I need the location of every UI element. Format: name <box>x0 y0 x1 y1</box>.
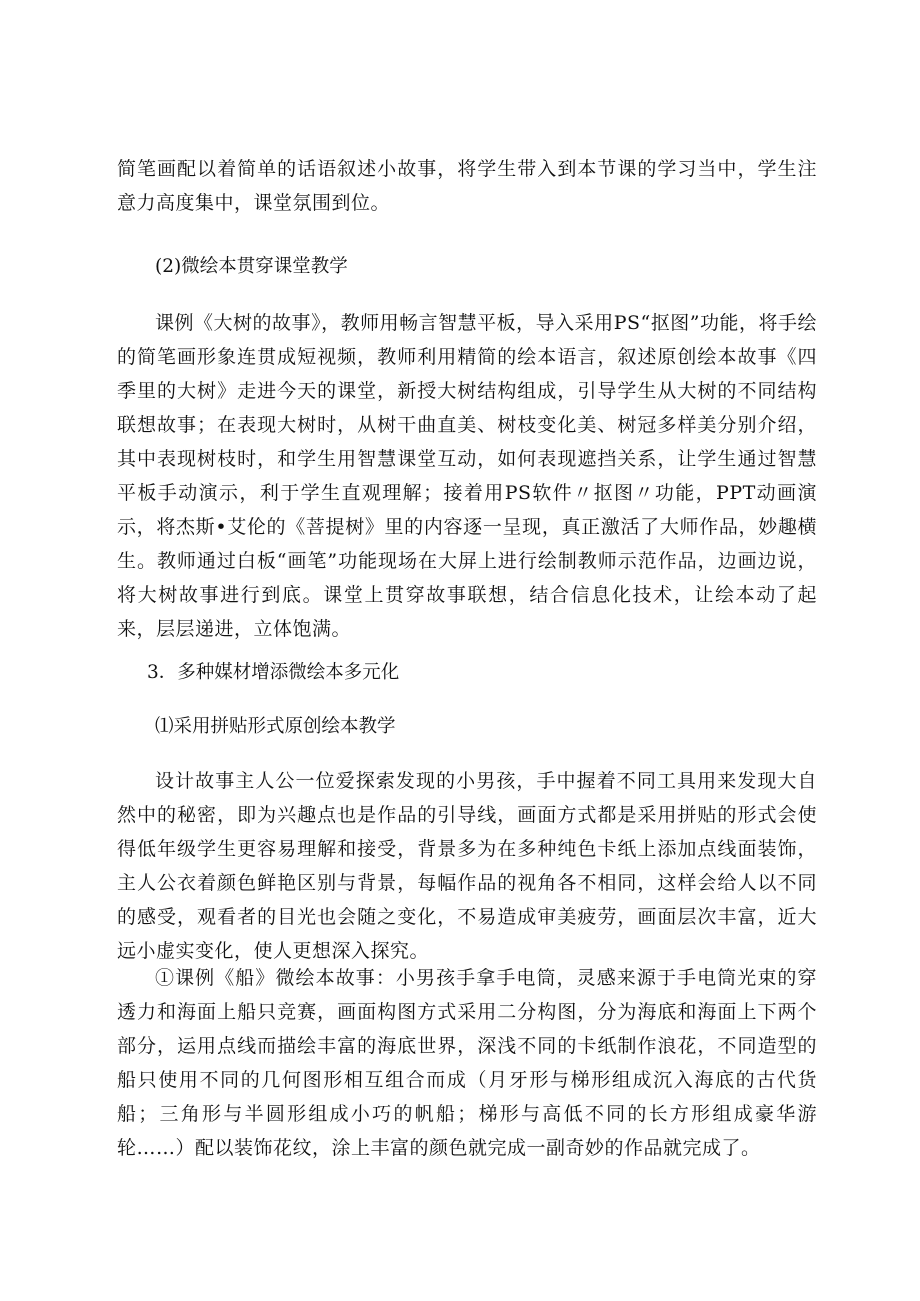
paragraph-intro-continuation: 简笔画配以着简单的话语叙述小故事，将学生带入到本节课的学习当中，学生注意力高度集中，课堂氛围到位。 <box>117 158 817 214</box>
section-heading-2: (2)微绘本贯穿课堂教学 <box>155 256 348 277</box>
section-heading-3: 3．多种媒材增添微绘本多元化 <box>147 662 400 683</box>
paragraph-boat-lesson: ①课例《船》微绘本故事：小男孩手拿手电筒，灵感来源于手电筒光束的穿透力和海面上船只竞赛，画面构图方式采用二分构图，分为海底和海面上下两个部分，运用点线而描绘丰富的海底世界，深浅不同的卡纸制作浪花，不同造型的船只使用不同的几何图形相互组合而成（月牙形与梯形组成沉入海底的古代货船；三角形与半圆形组成小巧的帆船；梯形与高低不同的长方形组成豪华游轮……）配以装饰花纹，涂上丰富的颜色就完成一副奇妙的作品就完成了。 <box>117 967 817 1159</box>
paragraph-collage-design: 设计故事主人公一位爱探索发现的小男孩，手中握着不同工具用来发现大自然中的秘密，即为兴趣点也是作品的引导线，画面方式都是采用拼贴的形式会使得低年级学生更容易理解和接受，背景多为在多种纯色卡纸上添加点线面装饰，主人公衣着颜色鲜艳区别与背景，每幅作品的视角各不相同，这样会给人以不同的感受，观看者的目光也会随之变化，不易造成审美疲劳，画面层次丰富，近大远小虚实变化，使人更想深入探究。 <box>117 770 817 962</box>
subsection-heading-1: ⑴采用拼贴形式原创绘本教学 <box>155 716 396 737</box>
paragraph-big-tree-lesson: 课例《大树的故事》，教师用畅言智慧平板，导入采用PS“抠图”功能，将手绘的简笔画形象连贯成短视频，教师利用精简的绘本语言，叙述原创绘本故事《四季里的大树》走进今天的课堂，新授大树结构组成，引导学生从大树的不同结构联想故事；在表现大树时，从树干曲直美、树枝变化美、树冠多样美分别介绍，其中表现树枝时，和学生用智慧课堂互动，如何表现遮挡关系，让学生通过智慧平板手动演示，利于学生直观理解；接着用PS软件〃抠图〃功能，PPT动画演示，将杰斯•艾伦的《菩提树》里的内容逐一呈现，真正激活了大师作品，妙趣横生。教师通过白板“画笔”功能现场在大屏上进行绘制教师示范作品，边画边说，将大树故事进行到底。课堂上贯穿故事联想，结合信息化技术，让绘本动了起来，层层递进，立体饱满。 <box>117 312 817 640</box>
